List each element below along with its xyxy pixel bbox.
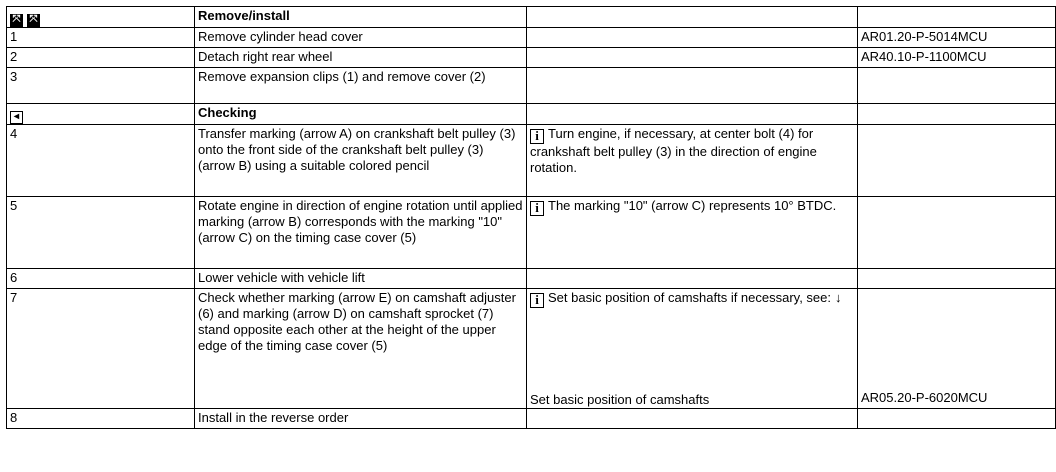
step-action: Check whether marking (arrow E) on camshaft adjuster (6) and marking (arrow D) on camshaft sprocket (7) stand opposite each other at the height of the upper edge of the timing case cover (5) [195, 289, 527, 409]
step-reference-link[interactable]: AR01.20-P-5014MCU [858, 28, 1056, 48]
header-row [7, 7, 1056, 28]
install-icon: ⤧ [27, 14, 40, 27]
section-icon-cell [7, 104, 195, 125]
step-number: 7 [7, 289, 195, 409]
table-row [7, 125, 1056, 197]
step-action: Rotate engine in direction of engine rotation until applied marking (arrow B) corresponds with the marking "10" (arrow C) on the timing case cover (5) [195, 197, 527, 269]
step-action: Transfer marking (arrow A) on crankshaft belt pulley (3) onto the front side of the crankshaft belt pulley (3) (arrow B) using a suitable colored pencil [195, 125, 527, 197]
step-number: 1 [7, 28, 195, 48]
step-note [527, 125, 858, 197]
remove-icon: ⤧ [10, 14, 23, 27]
step-number: 3 [7, 68, 195, 104]
table-row [7, 197, 1056, 269]
step-note-text: Set basic position of camshafts if necessary, see: [548, 290, 832, 305]
header-icons-cell [7, 7, 195, 28]
step-reference-cell [858, 289, 1056, 409]
section-title: Checking [195, 104, 527, 125]
step-action: Detach right rear wheel [195, 48, 527, 68]
step-action: Install in the reverse order [195, 409, 527, 429]
info-icon: i [530, 129, 544, 144]
step-number: 4 [7, 125, 195, 197]
table-row [7, 28, 1056, 48]
info-icon: i [530, 293, 544, 308]
step-note [527, 197, 858, 269]
section-row-checking [7, 104, 1056, 125]
step-number: 6 [7, 269, 195, 289]
header-title: Remove/install [195, 7, 527, 28]
checking-icon: ◂ [10, 111, 23, 124]
info-icon: i [530, 201, 544, 216]
table-row [7, 289, 1056, 409]
table-row [7, 68, 1056, 104]
step-action: Lower vehicle with vehicle lift [195, 269, 527, 289]
step-number: 2 [7, 48, 195, 68]
step-reference-link[interactable]: AR05.20-P-6020MCU [861, 390, 988, 405]
step-note-text: Turn engine, if necessary, at center bolt (4) for crankshaft belt pulley (3) in the direction of engine rotation. [530, 126, 817, 175]
step-note [527, 289, 858, 409]
table-row [7, 48, 1056, 68]
table-row [7, 269, 1056, 289]
step-action: Remove expansion clips (1) and remove cover (2) [195, 68, 527, 104]
step-sub-note: Set basic position of camshafts [530, 392, 710, 407]
step-number: 5 [7, 197, 195, 269]
step-note-text: The marking "10" (arrow C) represents 10° BTDC. [548, 198, 837, 213]
procedure-table [6, 6, 1056, 429]
arrow-down-icon: ↓ [835, 290, 842, 305]
step-action: Remove cylinder head cover [195, 28, 527, 48]
table-row [7, 409, 1056, 429]
step-number: 8 [7, 409, 195, 429]
step-reference-link[interactable]: AR40.10-P-1100MCU [858, 48, 1056, 68]
